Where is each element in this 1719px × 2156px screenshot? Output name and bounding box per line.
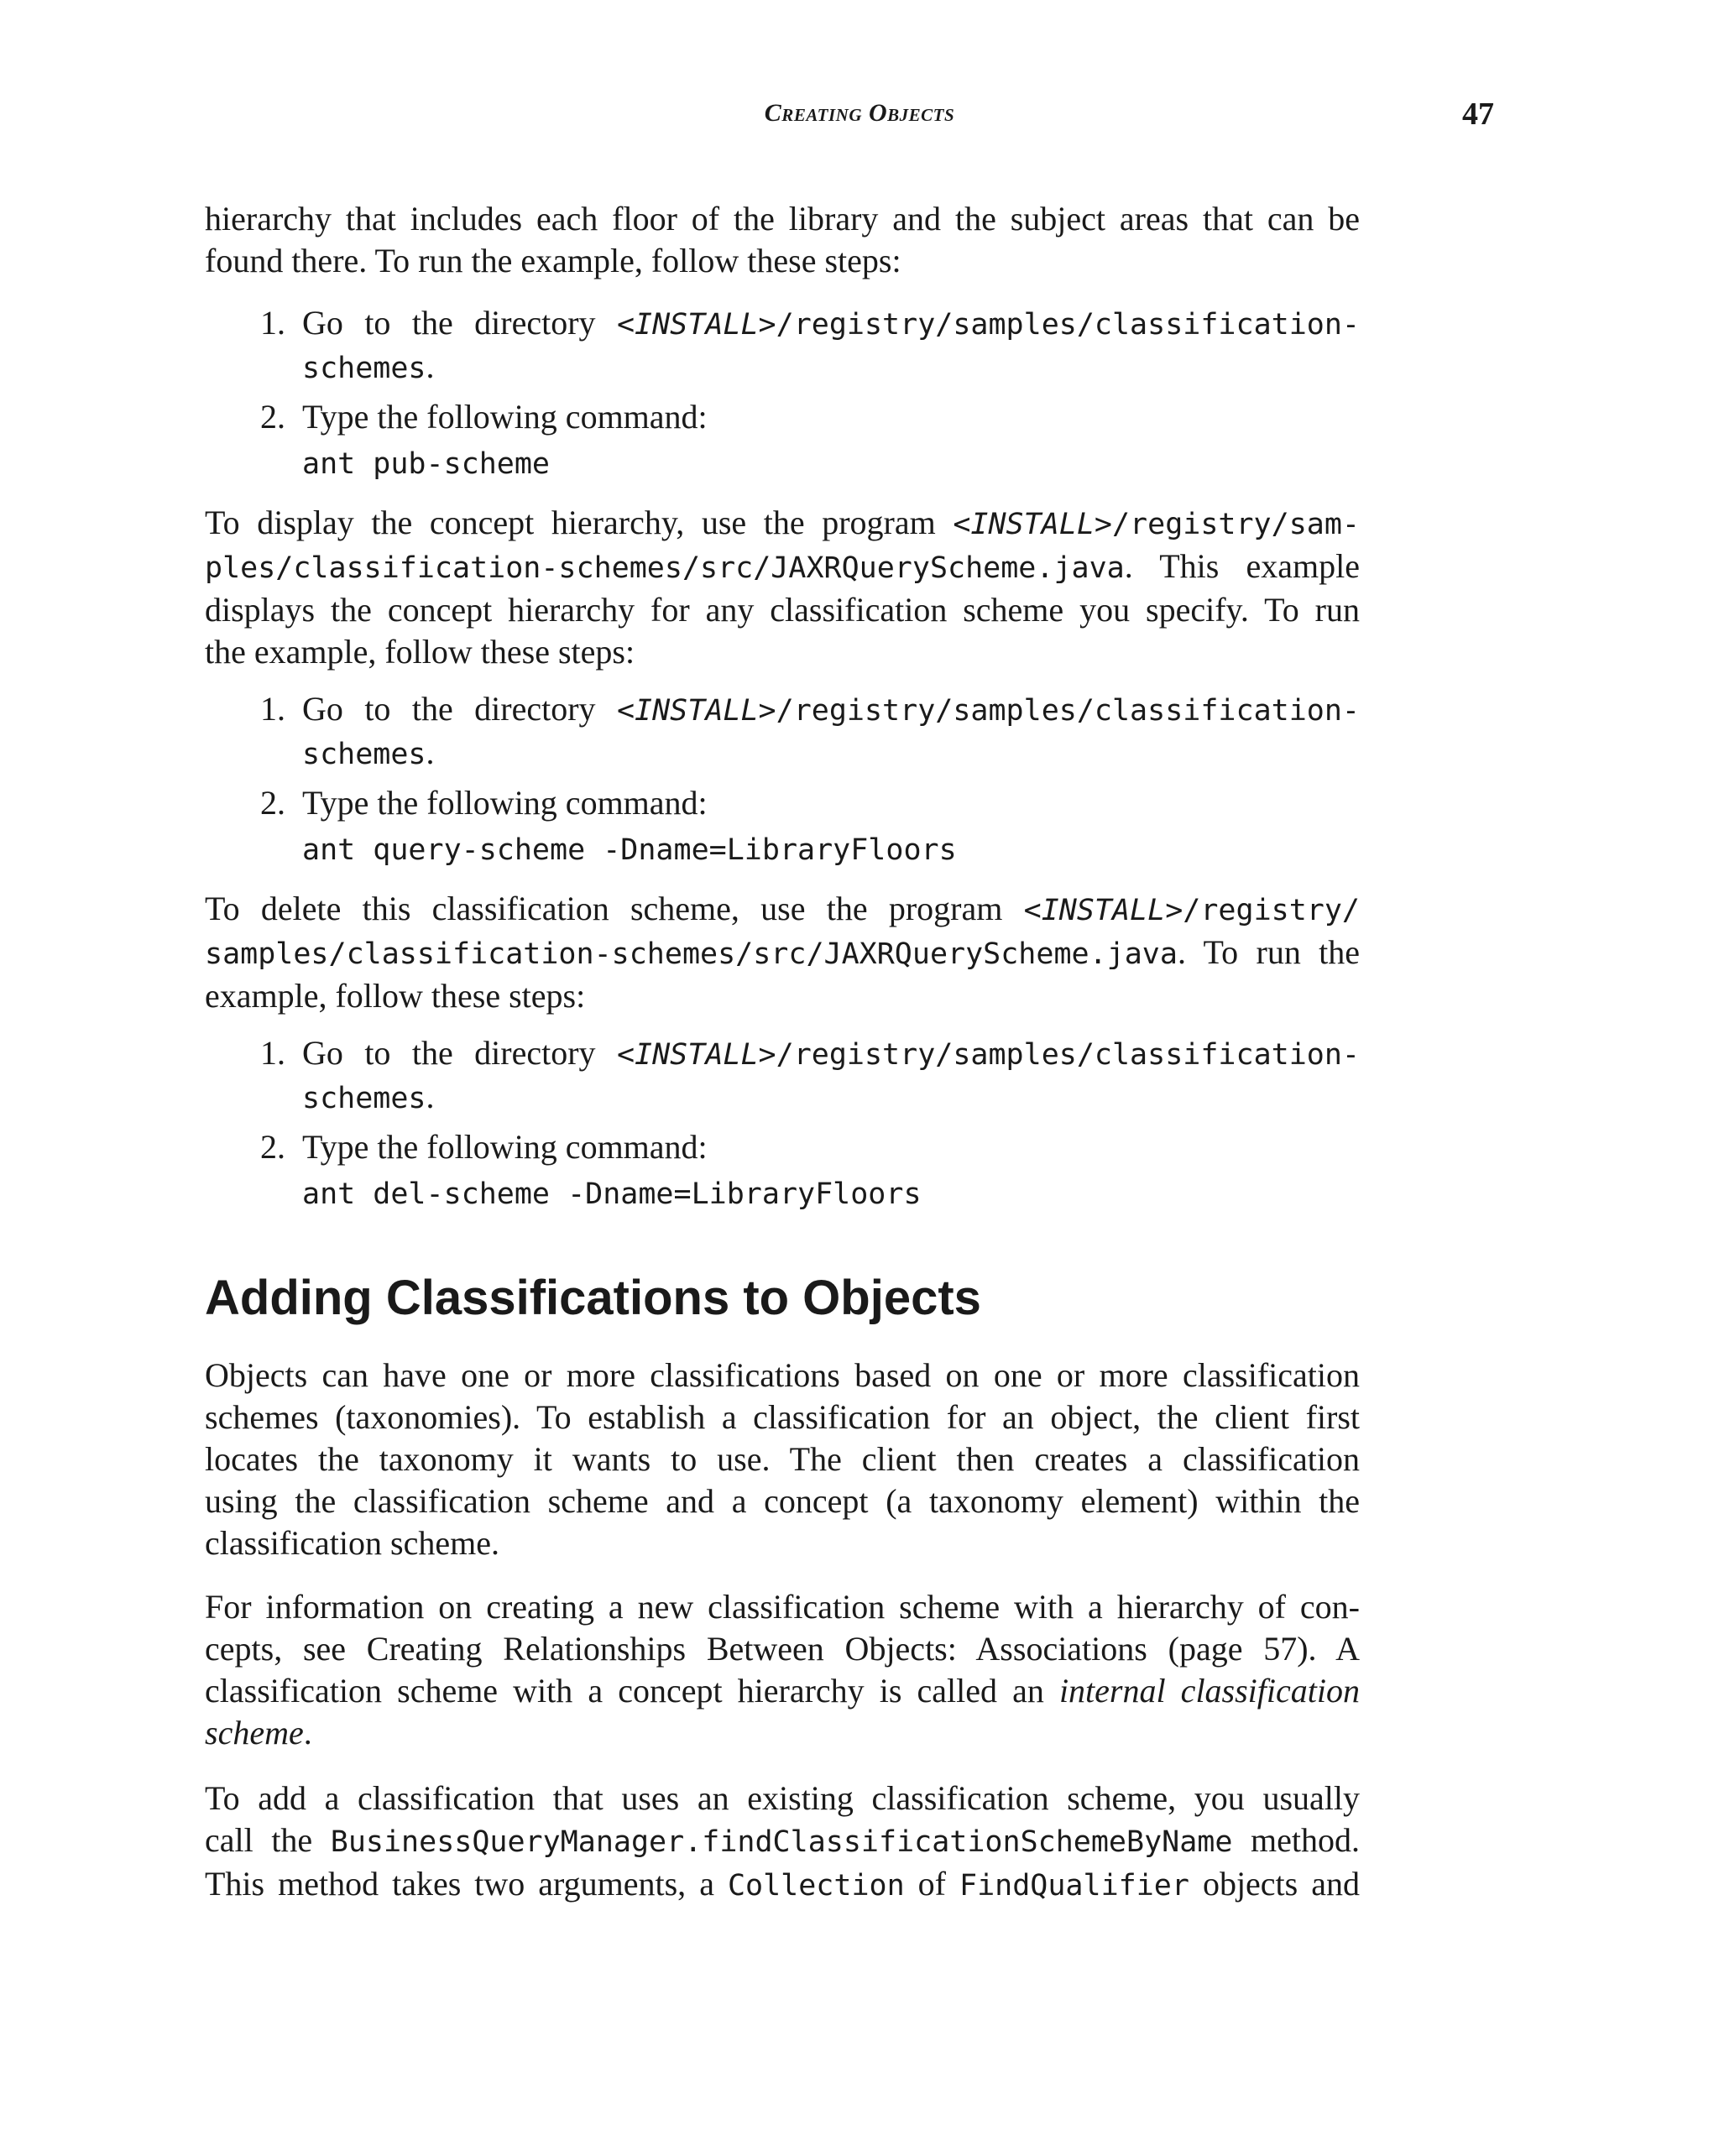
para-line: Objects can have one or more classifications based on one or more classification bbox=[205, 1356, 1360, 1394]
running-head: Creating Objects bbox=[764, 99, 955, 127]
step-item: 2. Type the following command: bbox=[260, 398, 708, 436]
step-item: 2. Type the following command: bbox=[260, 784, 708, 822]
para-line: cepts, see Creating Relationships Between Objects: Associations (page 57). A bbox=[205, 1630, 1360, 1668]
para-line: classification scheme. bbox=[205, 1524, 499, 1562]
section-paragraph-1 bbox=[205, 1355, 1360, 1564]
step-item: 1. Go to the directory <INSTALL>/registry/samples/classification- bbox=[260, 690, 1360, 728]
delete-paragraph bbox=[205, 888, 1360, 1017]
steps-list-query bbox=[205, 688, 1360, 871]
intro-line: hierarchy that includes each floor of the library and the subject areas that can be bbox=[205, 200, 1360, 238]
para-line: displays the concept hierarchy for any classification scheme you specify. To run bbox=[205, 591, 1360, 629]
para-line: classification scheme with a concept hierarchy is called an internal classification bbox=[205, 1672, 1361, 1710]
section-heading: Adding Classifications to Objects bbox=[205, 1271, 981, 1325]
display-paragraph bbox=[205, 502, 1360, 673]
section-paragraph-2 bbox=[205, 1586, 1360, 1754]
para-line: samples/classification-schemes/src/JAXRQueryScheme.java. To run the bbox=[205, 933, 1360, 971]
para-line: using the classification scheme and a concept (a taxonomy element) within the bbox=[205, 1482, 1360, 1520]
steps-list-publish bbox=[205, 302, 1360, 485]
section-heading-block bbox=[205, 1269, 1360, 1328]
code-command: ant del-scheme -Dname=LibraryFloors bbox=[302, 1177, 922, 1211]
step-item-cont: schemes. bbox=[302, 347, 435, 385]
intro-paragraph bbox=[205, 198, 1360, 282]
intro-line: found there. To run the example, follow these steps: bbox=[205, 242, 901, 279]
code-command: ant pub-scheme bbox=[302, 447, 551, 481]
para-line: locates the taxonomy it wants to use. The client then creates a classification bbox=[205, 1440, 1360, 1478]
para-line: call the BusinessQueryManager.findClassificationSchemeByName method. bbox=[205, 1821, 1360, 1859]
para-line: To add a classification that uses an existing classification scheme, you usually bbox=[205, 1779, 1360, 1817]
page-number: 47 bbox=[1462, 97, 1494, 132]
para-line: This method takes two arguments, a Collection of FindQualifier objects and bbox=[205, 1865, 1360, 1903]
steps-list-delete bbox=[205, 1032, 1360, 1215]
para-line: To delete this classification scheme, use the program <INSTALL>/registry/ bbox=[205, 890, 1360, 927]
step-item-cont: schemes. bbox=[302, 733, 435, 771]
step-item: 2. Type the following command: bbox=[260, 1128, 708, 1166]
para-line: the example, follow these steps: bbox=[205, 633, 635, 671]
para-line: schemes (taxonomies). To establish a classification for an object, the client first bbox=[205, 1398, 1360, 1436]
para-line: scheme. bbox=[205, 1714, 312, 1751]
para-line: To display the concept hierarchy, use the program <INSTALL>/registry/sam- bbox=[205, 504, 1360, 541]
step-item: 1. Go to the directory <INSTALL>/registry/samples/classification- bbox=[260, 304, 1360, 342]
para-line: example, follow these steps: bbox=[205, 977, 586, 1015]
section-paragraph-3 bbox=[205, 1778, 1360, 1907]
para-line: ples/classification-schemes/src/JAXRQueryScheme.java. This example bbox=[205, 547, 1360, 585]
step-item-cont: schemes. bbox=[302, 1078, 435, 1115]
para-line: For information on creating a new classification scheme with a hierarchy of con- bbox=[205, 1588, 1360, 1626]
step-item: 1. Go to the directory <INSTALL>/registry/samples/classification- bbox=[260, 1034, 1360, 1072]
code-command: ant query-scheme -Dname=LibraryFloors bbox=[302, 833, 957, 867]
